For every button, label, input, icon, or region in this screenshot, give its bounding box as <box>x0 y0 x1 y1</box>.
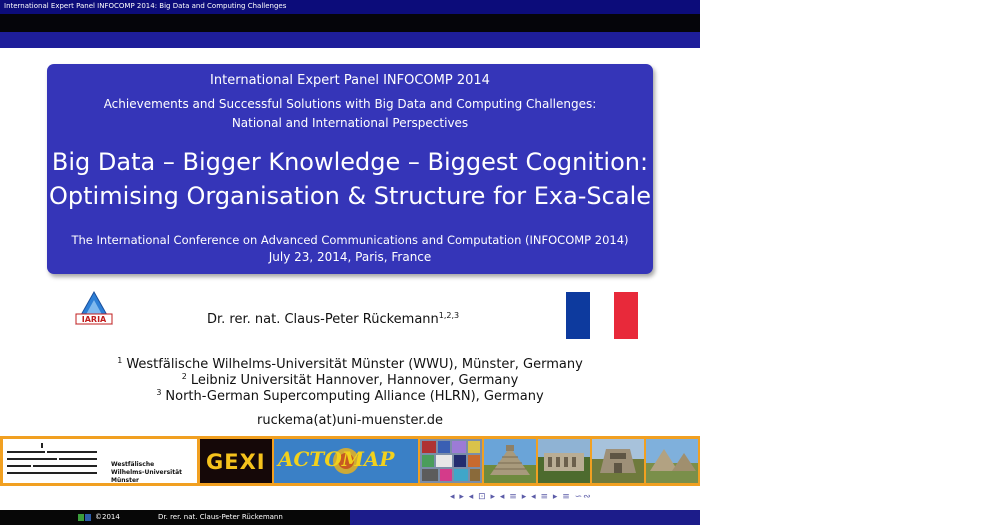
title-card <box>47 64 653 274</box>
date-place: July 23, 2014, Paris, France <box>268 250 432 264</box>
footer-bar <box>0 510 984 525</box>
actmap-logo-text: ACTOMAP <box>278 447 395 471</box>
iaria-logo-text: IARIA <box>81 315 107 324</box>
pyramid-photo <box>484 439 536 483</box>
affiliation-3 <box>0 388 700 404</box>
header-dark-band <box>0 14 700 32</box>
affiliation-2-text: Leibniz Universität Hannover, Hannover, Germany <box>190 373 519 388</box>
footer-left <box>0 510 350 525</box>
logo-strip <box>0 436 700 486</box>
french-flag <box>566 292 638 339</box>
flag-blue-stripe <box>566 292 590 339</box>
author-name: Dr. rer. nat. Claus-Peter Rückemann <box>207 312 439 327</box>
actmap-logo <box>274 439 418 483</box>
talk-title-line-1: Big Data – Bigger Knowledge – Biggest Cognition: <box>51 148 649 176</box>
wwu-logo-text-line-1: Westfälische <box>111 461 155 468</box>
email-address: ruckema(at)uni-muenster.de <box>257 413 443 428</box>
footer-author: Dr. rer. nat. Claus-Peter Rückemann <box>158 513 283 521</box>
ruins-photo <box>538 439 590 483</box>
affiliation-3-text: North-German Supercomputing Alliance (HLRN), Germany <box>165 389 544 404</box>
flag-white-stripe <box>590 292 614 339</box>
affiliation-1 <box>0 356 700 372</box>
iaria-logo <box>72 290 116 332</box>
mosaic-image <box>420 439 482 483</box>
affiliation-2-number: 2 <box>181 372 187 381</box>
subtitle-line-2: National and International Perspectives <box>231 116 469 130</box>
author-line <box>207 311 459 327</box>
gexi-logo-text: GEXI <box>206 450 266 474</box>
wwu-logo-text-line-2: Wilhelms-Universität <box>111 469 182 476</box>
affiliation-2 <box>0 372 700 388</box>
event-name: International Expert Panel INFOCOMP 2014 <box>210 73 490 88</box>
footer-title: International Expert Panel INFOCOMP 2014: Big Data and Computing Challe <box>718 513 984 521</box>
running-title: International Expert Panel INFOCOMP 2014: Big Data and Computing Challenges <box>4 2 287 10</box>
pyramid-group-photo <box>646 439 698 483</box>
affiliation-1-number: 1 <box>117 356 123 365</box>
navigation-symbols[interactable]: ◂ ▸ ◂ ⊡ ▸ ◂ ≡ ▸ ◂ ≡ ▸ ≡ ∽∾ <box>450 492 592 502</box>
gexi-logo <box>200 439 272 483</box>
wwu-logo-text <box>111 461 182 485</box>
footer-copyright: ©2014 <box>95 513 120 521</box>
temple-photo <box>592 439 644 483</box>
affiliation-3-number: 3 <box>156 388 162 397</box>
conference-name: The International Conference on Advanced Communications and Computation (INFOCOMP 2014) <box>71 233 629 247</box>
cc-license-icon <box>78 514 92 521</box>
affiliation-1-text: Westfälische Wilhelms-Universität Münster (WWU), Münster, Germany <box>126 357 583 372</box>
wwu-logo-text-line-3: Münster <box>111 477 139 484</box>
footer-right <box>350 510 984 525</box>
header-bar <box>0 0 700 14</box>
talk-title-line-2: Optimising Organisation & Structure for Exa-Scale <box>48 182 651 210</box>
wwu-logo <box>3 439 197 483</box>
header-blue-band <box>0 32 700 48</box>
author-affiliation-refs: 1,2,3 <box>438 311 460 320</box>
subtitle-line-1: Achievements and Successful Solutions with Big Data and Computing Challenges: <box>103 97 597 111</box>
flag-red-stripe <box>614 292 638 339</box>
